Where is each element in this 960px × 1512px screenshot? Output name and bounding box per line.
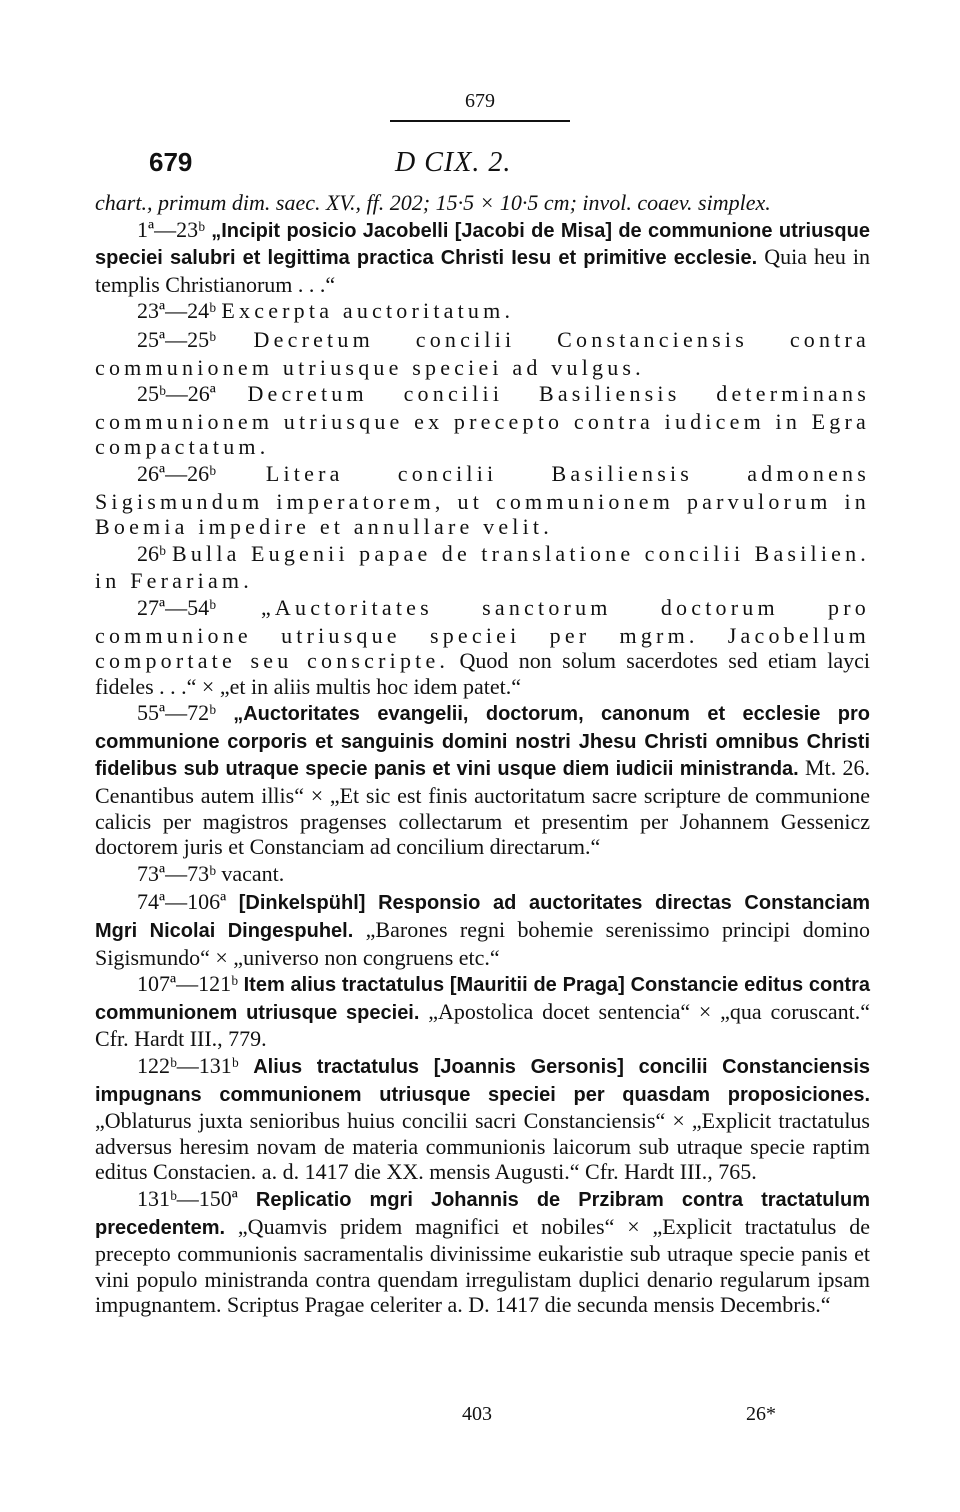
content-item [95, 298, 870, 326]
page-footer [0, 1403, 960, 1433]
shelfmark: D CIX. 2. [395, 147, 512, 178]
folio-range: 107ª—121ᵇ [137, 971, 244, 997]
folio-range: 27ª—54ᵇ [137, 594, 261, 620]
entry-number: 679 [149, 147, 193, 177]
folio-range: 26ᵇ [137, 540, 172, 566]
entry-heading [95, 147, 875, 187]
item-title: Alius tractatulus [Joannis Gersonis] concilii Constanciensis impugnans communionem utriusque speciei per quasdam proposiciones. [95, 1056, 871, 1106]
content-item [95, 1053, 870, 1185]
content-item [95, 381, 870, 460]
folio-range: 131ᵇ—150ª [137, 1185, 256, 1211]
header-rule [390, 120, 570, 122]
folio-range: 55ª—72ᵇ [137, 700, 234, 726]
item-title: „Incipit posicio Jacobelli [Jacobi de Misa] de communione utriusque speciei salubri et legittima practica Christi Iesu et primitive ecclesie. [95, 219, 870, 270]
content-item [95, 541, 870, 594]
footer-page-number: 403 [462, 1403, 492, 1425]
catalog-entry-body [95, 190, 870, 1319]
content-item [95, 861, 870, 889]
item-text: „Barones regni bohemie serenissimo principi domino Sigismundo“ × „universo non congruens etc.“ [95, 917, 870, 970]
content-item [95, 327, 870, 380]
content-item [95, 595, 870, 699]
running-page-number: 679 [465, 90, 495, 112]
item-text: „Quamvis pridem magnifici et nobiles“ × „Explicit tractatulus de precepto communionis sacramentalis divinissime eukaristie sub utraque specie panis et vini populo ministranda contra quendam irregulistam duplici denario regularum ipsam impugnantem. Scriptus Pragae celeriter a. D. 1417 die secunda mensis Decembris.“ [95, 1213, 870, 1318]
item-text: „Apostolica docet sentencia“ × „qua coruscant.“ Cfr. Hardt III., 779. [95, 998, 871, 1052]
content-item [95, 700, 870, 860]
folio-range: 1ª—23ᵇ [137, 216, 212, 242]
item-text: Quia heu in templis Christianorum . . .“ [95, 244, 870, 297]
item-spaced-title: „Auctoritates sanctorum doctorum pro communione utriusque speciei per mgrm. Jacobellum comportate seu conscripte. [95, 594, 870, 674]
folio-range: 26ª—26ᵇ [137, 460, 266, 486]
item-text: vacant. [221, 860, 285, 886]
folio-range: 25ª—25ᵇ [137, 326, 254, 352]
folio-range: 73ª—73ᵇ [137, 860, 222, 886]
folio-range: 122ᵇ—131ᵇ [137, 1053, 254, 1078]
manuscript-description: chart., primum dim. saec. XV., ff. 202; 15·5 × 10·5 cm; invol. coaev. simplex. [95, 190, 771, 215]
item-title: Replicatio mgri Johannis de Przibram contra tractatulum precedentem. [95, 1188, 870, 1239]
folio-range: 23ª—24ᵇ [137, 298, 222, 324]
printer-signature: 26* [746, 1403, 776, 1425]
item-spaced-title: Bulla Eugenii papae de translatione concilii Basilien. in Ferariam. [95, 540, 870, 594]
item-spaced-title: Excerpta auctoritatum. [221, 298, 515, 324]
item-title: „Auctoritates evangelii, doctorum, canonum et ecclesie pro communione corporis et sanguinis domini nostri Jhesu Christi omnibus Christi fidelibus sub utraque specie panis et vini usque diem iudicii ministranda. [95, 703, 870, 781]
content-item [95, 217, 870, 298]
item-text: Quod non solum sacerdotes sed etiam layci fideles . . .“ × „et in aliis multis hoc idem patet.“ [95, 648, 870, 699]
item-text: Mt. 26. Cenantibus autem illis“ × „Et sic est finis auctoritatum sacre scripture de communione calicis per magistros pragenses collectarum et presentim per Johannem Gessenicz doctorem juris et Constanciam ad concilium directarum.“ [95, 755, 870, 860]
folio-range: 25ᵇ—26ª [137, 381, 248, 407]
item-text: „Oblaturus juxta senioribus huius concilii sacri Constanciensis“ × „Explicit tractatulus adversus heresim novam de materia communionis laicorum sub utraque specie raptim editus Constacien. a. d. 1417 die XX. mensis Augusti.“ Cfr. Hardt III., 765. [95, 1108, 870, 1185]
item-title: Item alius tractatulus [Mauritii de Praga] Constancie editus contra communionem utriusque speciei. [95, 974, 870, 1024]
content-item [95, 971, 870, 1052]
content-item [95, 1186, 870, 1318]
item-spaced-title: Litera concilii Basiliensis admonens Sigismundum imperatorem, ut communionem parvulorum in Boemia impedire et annullare velit. [95, 460, 870, 540]
item-title: [Dinkelspühl] Responsio ad auctoritates directas Constanciam Mgri Nicolai Dingespuhel. [95, 892, 870, 943]
content-item [95, 461, 870, 540]
item-spaced-title: Decretum concilii Constanciensis contra communionem utriusque speciei ad vulgus. [95, 326, 870, 380]
item-spaced-title: Decretum concilii Basiliensis determinans communionem utriusque ex precepto contra iudicem in Egra compactatum. [95, 381, 870, 460]
folio-range: 74ª—106ª [137, 889, 239, 915]
content-item [95, 889, 870, 970]
